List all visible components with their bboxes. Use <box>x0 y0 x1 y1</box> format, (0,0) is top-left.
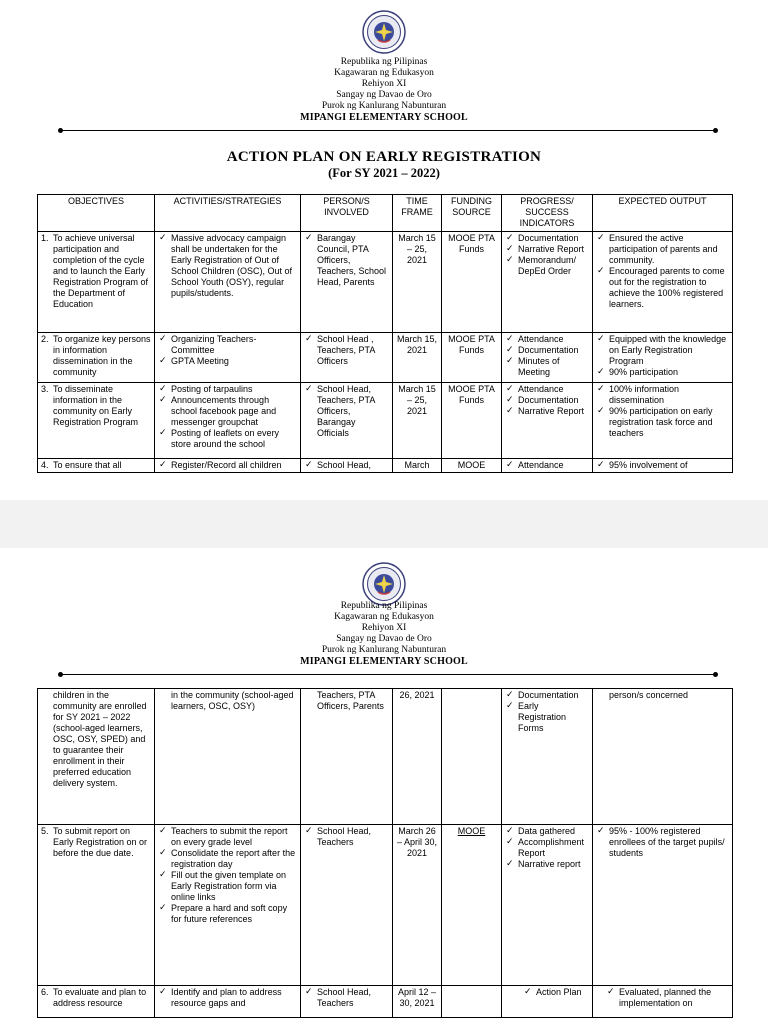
objective-text: To disseminate information in the community on Early Registration Program <box>53 384 139 427</box>
progress-cell <box>502 383 593 459</box>
output-cell <box>593 689 733 825</box>
table-row <box>38 986 733 1018</box>
page-gap <box>0 500 768 548</box>
time-cell: April 12 – 30, 2021 <box>393 986 442 1018</box>
funding-cell: MOOE <box>442 459 502 473</box>
output-cell <box>593 383 733 459</box>
list-item: ✓ Identify and plan to address resource gaps and <box>158 987 297 1009</box>
activities-cell <box>155 232 301 333</box>
persons-text: Teachers, PTA Officers, Parents <box>317 690 384 711</box>
persons-cell <box>301 825 393 986</box>
table-row <box>38 689 733 825</box>
objective-text: To evaluate and plan to address resource <box>53 987 147 1008</box>
list-item: ✓ Barangay Council, PTA Officers, Teachers, School Head, Parents <box>304 233 389 288</box>
persons-cell <box>301 459 393 473</box>
progress-cell <box>502 232 593 333</box>
letterhead-region: Rehiyon XI <box>361 623 407 633</box>
activities-cell <box>155 825 301 986</box>
time-cell: 26, 2021 <box>393 689 442 825</box>
header-progress: PROGRESS/ SUCCESS INDICATORS <box>502 195 593 232</box>
activities-cell <box>155 689 301 825</box>
title-sub: (For SY 2021 – 2022) <box>328 166 440 180</box>
output-text: person/s concerned <box>609 690 689 700</box>
list-item: ✓ Data gathered <box>505 826 589 837</box>
list-item: ✓ Action Plan <box>523 987 589 998</box>
letterhead-division: Sangay ng Davao de Oro <box>336 634 432 644</box>
list-item: ✓ School Head, <box>304 460 389 471</box>
list-item: ✓ 90% participation <box>596 367 729 378</box>
funding-cell: MOOE PTA Funds <box>442 383 502 459</box>
list-item: ✓ Documentation <box>505 233 589 244</box>
table-row <box>38 383 733 459</box>
header-funding: FUNDING SOURCE <box>442 195 502 232</box>
letterhead-divider <box>60 130 716 131</box>
output-cell <box>593 333 733 383</box>
persons-cell <box>301 333 393 383</box>
deped-seal-icon <box>362 10 406 54</box>
progress-cell <box>502 986 593 1018</box>
objective-text: To organize key persons in information dissemination in the community <box>53 334 151 377</box>
activities-cell <box>155 459 301 473</box>
list-item: ✓ Narrative report <box>505 859 589 870</box>
header-objectives: OBJECTIVES <box>38 195 155 232</box>
letterhead-district: Purok ng Kanlurang Nabunturan <box>321 101 447 111</box>
list-item: ✓ Documentation <box>505 395 589 406</box>
list-item: ✓ Attendance <box>505 384 589 395</box>
list-item: ✓ Attendance <box>505 460 589 471</box>
output-cell <box>593 825 733 986</box>
output-cell <box>593 232 733 333</box>
row-number: 1. <box>41 233 49 243</box>
list-item: ✓ Narrative Report <box>505 406 589 417</box>
objective-cell <box>38 689 155 825</box>
letterhead-country: Republika ng Pilipinas <box>340 57 428 67</box>
funding-cell <box>442 689 502 825</box>
list-item: ✓ Documentation <box>505 690 589 701</box>
objective-cell <box>38 986 155 1018</box>
list-item: ✓ School Head , Teachers, PTA Officers <box>304 334 389 367</box>
letterhead-district: Purok ng Kanlurang Nabunturan <box>321 645 447 655</box>
table-row <box>38 825 733 986</box>
letterhead-region: Rehiyon XI <box>361 79 407 89</box>
document-title <box>0 149 768 181</box>
list-item: ✓ Fill out the given template on Early Registration form via online links <box>158 870 297 903</box>
objective-text: To submit report on Early Registration on or before the due date. <box>53 826 148 858</box>
output-cell <box>593 459 733 473</box>
letterhead-division: Sangay ng Davao de Oro <box>336 90 432 100</box>
list-item: ✓ 90% participation on early registration task force and teachers <box>596 406 729 439</box>
list-item: ✓ Early Registration Forms <box>505 701 589 734</box>
list-item: ✓ Massive advocacy campaign shall be undertaken for the Early Registration of Out of School Children (OSC), Out of School Youth (OSY), regular pupils/students. <box>158 233 297 299</box>
letterhead-school: MIPANGI ELEMENTARY SCHOOL <box>300 656 468 667</box>
persons-cell <box>301 689 393 825</box>
time-cell: March 15 – 25, 2021 <box>393 232 442 333</box>
action-plan-table-continued <box>37 688 733 1018</box>
list-item: ✓ Organizing Teachers-Committee <box>158 334 297 356</box>
row-number: 6. <box>41 987 49 997</box>
funding-text: MOOE <box>457 826 486 836</box>
persons-cell <box>301 986 393 1018</box>
funding-cell <box>442 986 502 1018</box>
persons-cell <box>301 232 393 333</box>
header-output: EXPECTED OUTPUT <box>593 195 733 232</box>
letterhead-country: Republika ng Pilipinas <box>340 601 428 611</box>
output-cell <box>593 986 733 1018</box>
header-time: TIME FRAME <box>393 195 442 232</box>
row-number: 3. <box>41 384 49 394</box>
letterhead <box>0 57 768 123</box>
table-row <box>38 333 733 383</box>
list-item: ✓ Memorandum/ DepEd Order <box>505 255 589 277</box>
list-item: ✓ 95% - 100% registered enrollees of the target pupils/ students <box>596 826 729 859</box>
time-cell: March 15, 2021 <box>393 333 442 383</box>
objective-cell <box>38 232 155 333</box>
letterhead <box>0 601 768 667</box>
objective-cell <box>38 333 155 383</box>
list-item: ✓ Prepare a hard and soft copy for future references <box>158 903 297 925</box>
activities-cell <box>155 986 301 1018</box>
time-cell: March <box>393 459 442 473</box>
document-page-1 <box>0 0 768 500</box>
list-item: ✓ Narrative Report <box>505 244 589 255</box>
title-main: ACTION PLAN ON EARLY REGISTRATION <box>226 149 542 165</box>
table-header-row <box>38 195 733 232</box>
progress-cell <box>502 333 593 383</box>
funding-cell <box>442 825 502 986</box>
row-number: 4. <box>41 460 49 470</box>
letterhead-department: Kagawaran ng Edukasyon <box>334 68 434 78</box>
list-item: ✓ Equipped with the knowledge on Early Registration Program <box>596 334 729 367</box>
list-item: ✓ School Head, Teachers <box>304 987 389 1009</box>
objective-cell <box>38 825 155 986</box>
time-cell: March 26 – April 30, 2021 <box>393 825 442 986</box>
list-item: ✓ Posting of leaflets on every store around the school <box>158 428 297 450</box>
letterhead-school: MIPANGI ELEMENTARY SCHOOL <box>300 112 468 123</box>
list-item: ✓ Ensured the active participation of parents and community. <box>596 233 729 266</box>
progress-cell <box>502 825 593 986</box>
list-item: ✓ Attendance <box>505 334 589 345</box>
progress-cell <box>502 459 593 473</box>
list-item: ✓ Evaluated, planned the implementation on <box>606 987 729 1009</box>
list-item: ✓ 95% involvement of <box>596 460 729 471</box>
time-cell: March 15 – 25, 2021 <box>393 383 442 459</box>
persons-cell <box>301 383 393 459</box>
list-item: ✓ Accomplishment Report <box>505 837 589 859</box>
activities-text: in the community (school-aged learners, OSC, OSY) <box>171 690 294 711</box>
list-item: ✓ Consolidate the report after the registration day <box>158 848 297 870</box>
letterhead-department: Kagawaran ng Edukasyon <box>334 612 434 622</box>
funding-cell: MOOE PTA Funds <box>442 232 502 333</box>
letterhead-divider <box>60 674 716 675</box>
activities-cell <box>155 333 301 383</box>
objective-cell <box>38 383 155 459</box>
list-item: ✓ Encouraged parents to come out for the registration to achieve the 100% registered learners. <box>596 266 729 310</box>
list-item: ✓ School Head, Teachers, PTA Officers, Barangay Officials <box>304 384 389 439</box>
objective-cell <box>38 459 155 473</box>
objective-text: children in the community are enrolled for SY 2021 – 2022 (school-aged learners, OSC, OSY, SPED) and to guarantee their enrollment in their preferred education delivery system. <box>53 690 147 788</box>
list-item: ✓ School Head, Teachers <box>304 826 389 848</box>
action-plan-table <box>37 194 733 473</box>
list-item: ✓ Documentation <box>505 345 589 356</box>
progress-cell <box>502 689 593 825</box>
list-item: ✓ Register/Record all children <box>158 460 297 471</box>
list-item: ✓ Teachers to submit the report on every grade level <box>158 826 297 848</box>
list-item: ✓ Minutes of Meeting <box>505 356 589 378</box>
header-activities: ACTIVITIES/STRATEGIES <box>155 195 301 232</box>
table-row <box>38 459 733 473</box>
list-item: ✓ 100% information dissemination <box>596 384 729 406</box>
objective-text: To ensure that all <box>53 460 122 470</box>
funding-cell: MOOE PTA Funds <box>442 333 502 383</box>
deped-seal-icon <box>362 562 406 606</box>
list-item: ✓ Posting of tarpaulins <box>158 384 297 395</box>
header-persons: PERSON/S INVOLVED <box>301 195 393 232</box>
activities-cell <box>155 383 301 459</box>
row-number: 5. <box>41 826 49 836</box>
table-row <box>38 232 733 333</box>
list-item: ✓ Announcements through school facebook page and messenger groupchat <box>158 395 297 428</box>
list-item: ✓ GPTA Meeting <box>158 356 297 367</box>
objective-text: To achieve universal participation and completion of the cycle and to launch the Early Registration Program of the Department of Education <box>53 233 149 309</box>
row-number: 2. <box>41 334 49 344</box>
